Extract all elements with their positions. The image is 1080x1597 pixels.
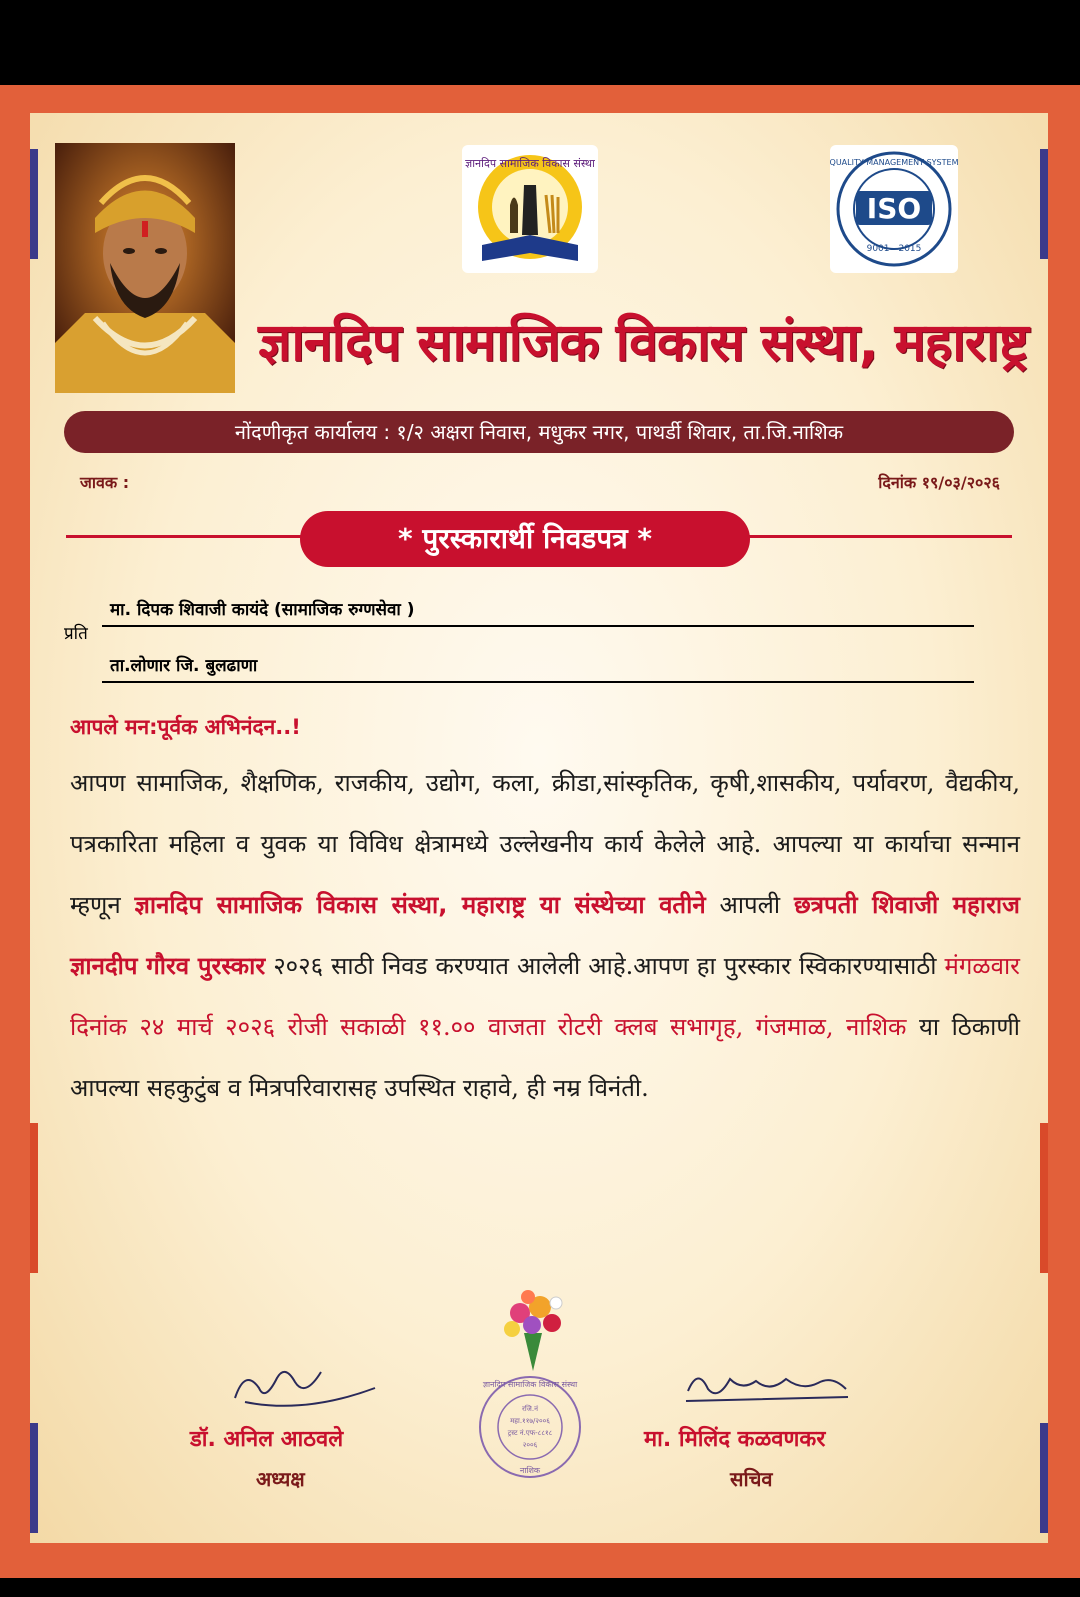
body-part-3: २०२६ साठी निवड करण्यात आलेली आहे.आपण हा पुरस्कार स्विकारण्यासाठी (273, 952, 937, 980)
side-accent (30, 149, 38, 259)
organization-title: ज्ञानदिप सामाजिक विकास संस्था, महाराष्ट्र (258, 313, 1028, 373)
organization-logo (462, 145, 598, 273)
certificate-paper (30, 113, 1048, 1543)
iso-ring-bottom: 9001 - 2015 (866, 244, 922, 254)
registered-address: नोंदणीकृत कार्यालय : १/२ अक्षरा निवास, मधुकर नगर, पाथर्डी शिवार, ता.जि.नाशिक (64, 411, 1014, 453)
secretary-name: मा. मिलिंद कळवणकर (644, 1427, 826, 1452)
bottom-black-bar (0, 1578, 1080, 1597)
recipient-place: ता.लोणार जि. बुलढाणा (102, 653, 974, 683)
recipient-name: मा. दिपक शिवाजी कायंदे (सामाजिक रुग्णसेवा ) (102, 597, 974, 627)
body-part-4: या ठिकाणी आपल्या सहकुटुंब व मित्रपरिवारासह उपस्थित राहावे, ही नम्र विनंती. (70, 1013, 1020, 1102)
body-part-2: आपली (719, 891, 781, 919)
iso-logo (830, 145, 958, 273)
side-accent (30, 1423, 38, 1533)
iso-ring-top: QUALITY MANAGEMENT SYSTEM (830, 158, 958, 167)
seal-bottom-text: नाशिक (519, 1466, 541, 1475)
org-mention: ज्ञानदिप सामाजिक विकास संस्था, महाराष्ट्र या संस्थेच्या वतीने (134, 891, 706, 919)
logo-text: ज्ञानदिप सामाजिक विकास संस्था (465, 157, 595, 170)
certificate-frame (0, 85, 1080, 1578)
secretary-role: सचिव (730, 1467, 773, 1491)
jawak-label: जावक : (80, 473, 130, 492)
portrait-image (55, 143, 235, 393)
seal-line-3: ट्रस्ट नं.एफ-८८१८ (507, 1429, 553, 1437)
side-accent (1040, 1123, 1048, 1273)
seal-ring-text: ज्ञानदिप सामाजिक विकास संस्था (482, 1380, 578, 1389)
side-accent (1040, 1423, 1048, 1533)
president-name: डॉ. अनिल आठवले (190, 1427, 344, 1452)
seal-line-1: रजि.नं (522, 1405, 538, 1413)
secretary-signature (678, 1361, 858, 1411)
side-accent (30, 1123, 38, 1273)
iso-label: ISO (866, 192, 922, 225)
event-details: मंगळवार दिनांक २४ मार्च २०२६ रोजी सकाळी ११.०० वाजता रोटरी क्लब सभागृह, गंजमाळ, नाशिक (70, 952, 1020, 1041)
bouquet-icon (490, 1283, 576, 1373)
side-accent (1040, 149, 1048, 259)
president-role: अध्यक्ष (256, 1467, 305, 1491)
body-text (70, 753, 1020, 1119)
certificate-heading: * पुरस्कारार्थी निवडपत्र * (300, 511, 750, 567)
greeting: आपले मन:पूर्वक अभिनंदन..! (70, 715, 301, 739)
organization-seal (476, 1373, 584, 1481)
president-signature (225, 1358, 385, 1418)
seal-line-2: महा.११७/२००६ (510, 1417, 550, 1425)
prati-label: प्रति (64, 624, 88, 644)
body-part-1: आपण सामाजिक, शैक्षणिक, राजकीय, उद्योग, कला, क्रीडा,सांस्कृतिक, कृषी,शासकीय, पर्यावरण, वैद्यकीय, पत्रकारिता महिला व युवक या विविध क्षेत्रामध्ये उल्लेखनीय कार्य केलेले आहे. आपल्या या कार्याचा सन्मान म्हणून (70, 769, 1020, 919)
date-label: दिनांक १९/०३/२०२६ (878, 473, 1000, 492)
award-name: छत्रपती शिवाजी महाराज ज्ञानदीप गौरव पुरस्कार (70, 891, 1020, 980)
seal-line-4: २००६ (522, 1441, 538, 1449)
top-black-bar (0, 0, 1080, 85)
